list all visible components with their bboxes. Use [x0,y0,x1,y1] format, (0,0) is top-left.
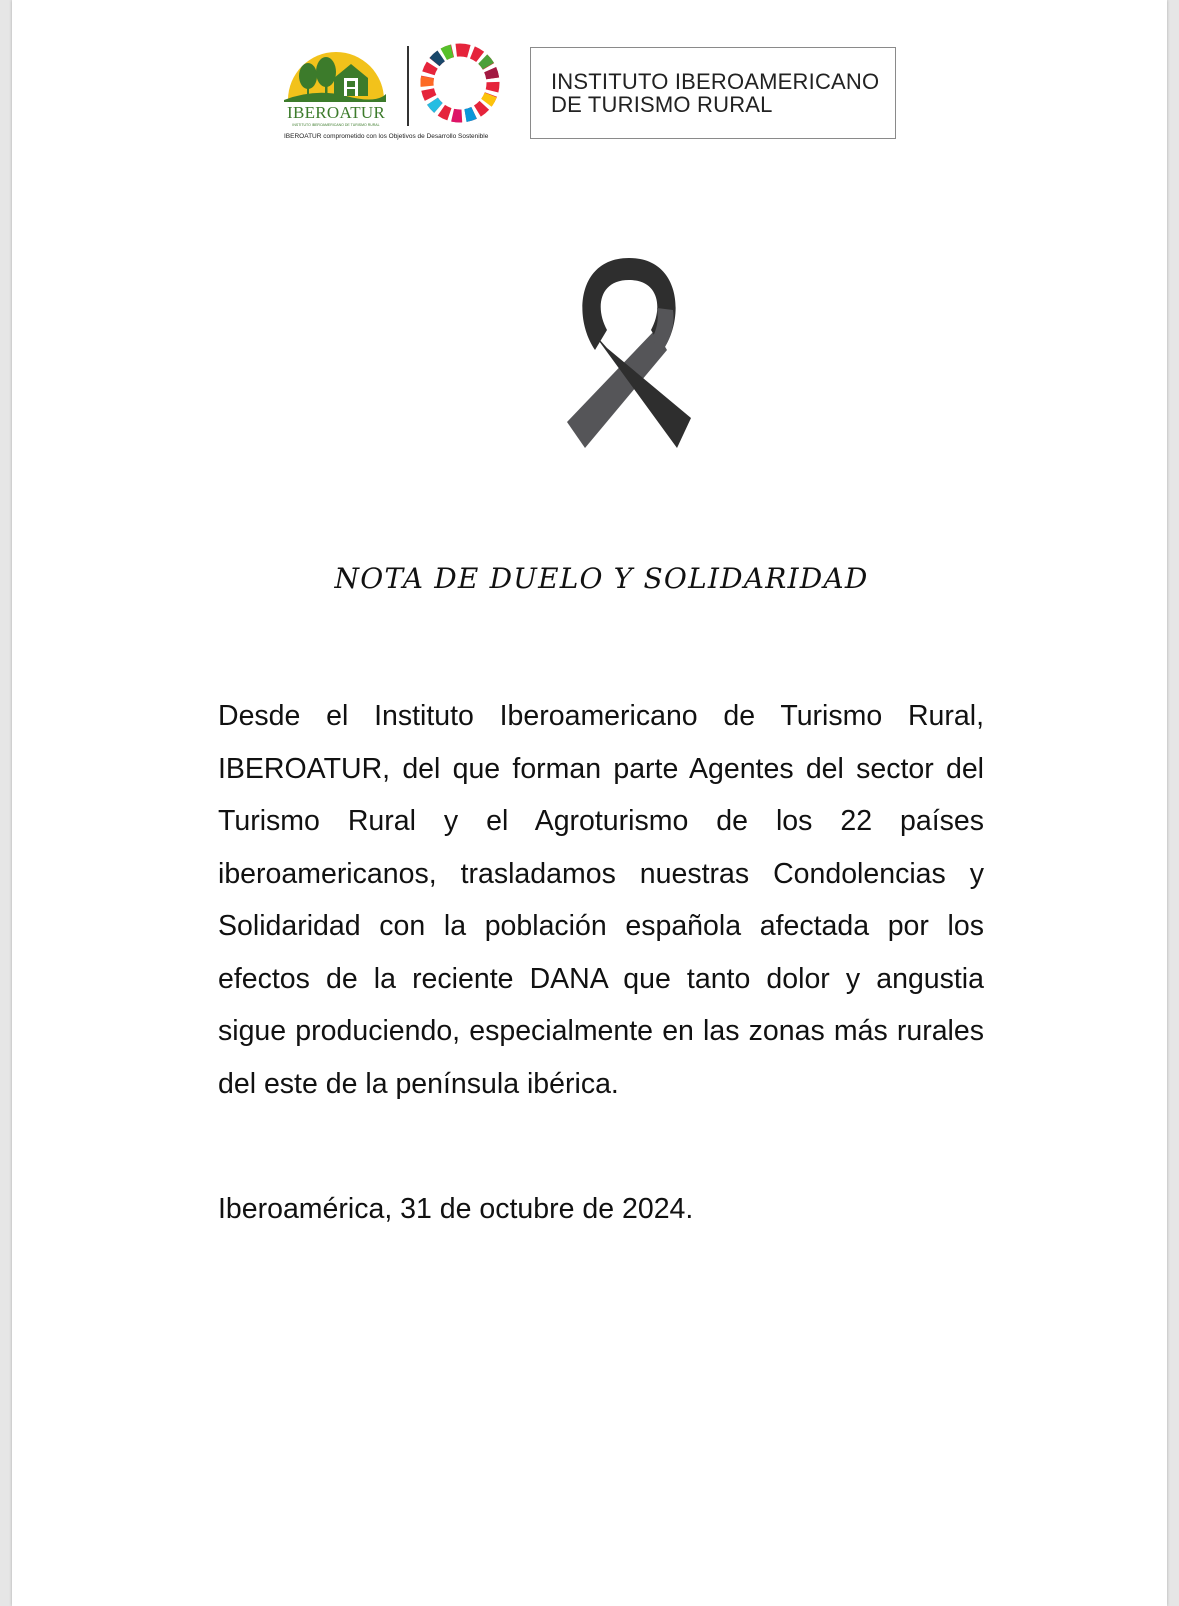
logo-divider [407,46,409,126]
ods-caption: IBEROATUR comprometido con los Objetivos de Desarrollo Sostenible [284,133,489,140]
date-line: Iberoamérica, 31 de octubre de 2024. [218,1193,694,1225]
brand-subtitle: INSTITUTO IBEROAMERICANO DE TURISMO RURAL [292,123,380,127]
sdg-wheel-icon [427,50,493,116]
institute-name-box [530,47,896,139]
mourning-ribbon-icon [567,258,691,448]
document-page [12,0,1167,1606]
body-paragraph: Desde el Instituto Iberoamericano de Turismo Rural, IBEROATUR, del que forman parte Agentes del sector del Turismo Rural y el Agroturismo de los 22 países iberoamericanos, trasladamos nuestras Condolencias y Solidaridad con la población española afectada por los efectos de la reciente DANA que tanto dolor y angustia sigue produciendo, especialmente en las zonas más rurales del este de la península ibérica. [218,700,984,1100]
iberoatur-logo-block [276,38,516,150]
institute-name-line2: DE TURISMO RURAL [551,92,773,117]
document-title: NOTA DE DUELO Y SOLIDARIDAD [334,562,869,595]
brand-name: IBEROATUR [287,103,386,122]
institute-name-line1: INSTITUTO IBEROAMERICANO [551,69,880,94]
